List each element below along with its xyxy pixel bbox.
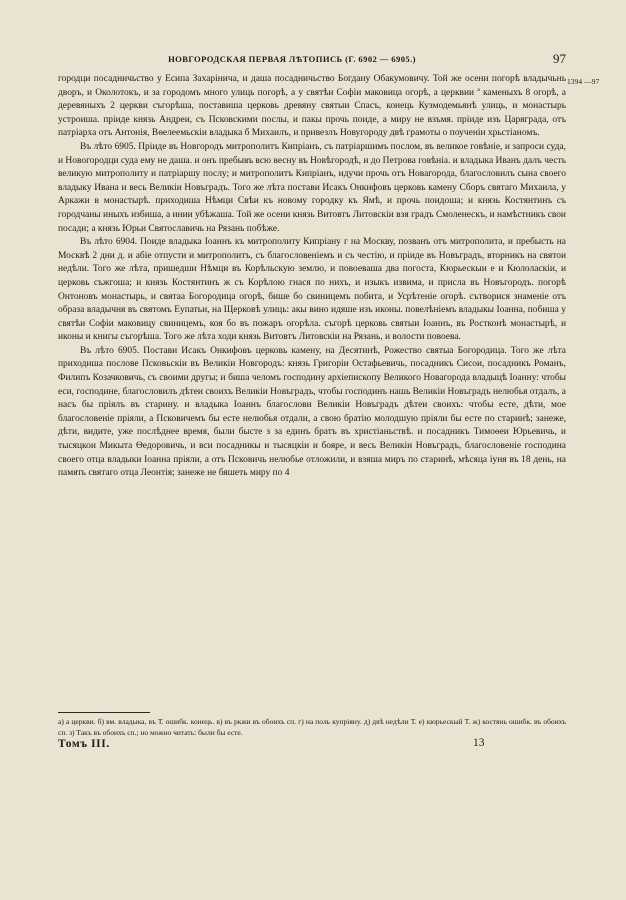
paragraph-6905-a: Въ лѣто 6905. Пріиде въ Новгородъ митрополитъ Кипріанъ, съ патріаршимъ послом, въ великое говѣніе, и запроси суда, и Новогородци суда ему не даша. и онъ пребывъ всю весну въ Новѣгородѣ, и до Петрова говѣніа. и владыка Иванъ далъ честь великую митрополиту и патріаршу послу; и митрополитъ Кипріанъ, идучи прочь отъ Новагорода, благословилъ сына своего владыку Ивана и весь Великіи Новъградъ. Того же лѣта постави Исакъ Онкифовъ церковь камену Сборъ святаго Михаила, у Аркажи в монастырѣ. приходиша Нѣмци Свѣи къ новому городку къ Ямѣ, и прочь поидоша; и князь Костянтинъ съ городчаны иныхъ избиша, а инии убѣжаша. Той же осени князь Витовтъ Литовскіи взя градъ Смоленескъ, и намѣстникъ свои посади; а князь Юрьи Святославичь на Рязань побѣже. xyxy=(58,141,566,234)
page-number: 97 xyxy=(553,51,566,66)
paragraph-6905-b: Въ лѣто 6905. Постави Исакъ Онкифовъ церковь камену, на Десятинѣ, Рожество святыа Богородица. Того же лѣта приходиша послове Псковьскіи въ Великіи Новгородъ: князь Григоріи Остафьевичь, посадникъ Сисои, посадникъ Романъ, Филипъ Козачковичь, съ своими другы; и биша челомъ господину архіепископу Великого Новагорода владыцѣ Іоанну: чтобы еси, господине, благословилъ дѣтеи своихъ Великіи Новъградъ, чтобы господинъ нашь Великіи Новъградъ нелюбья отдалъ, а насъ бы пріялъ въ старину. и владыка Іоаннъ благослови Великіи Новъградъ дѣтеи своихъ: чтобы есте, дѣти, мое благословеніе пріяли, а Псковичемъ бы есте нелюбья отдали, а свою братію молодшую пріяли бы есте по старинѣ; занеже, дѣти, видите, уже послѣднее время, были бысте з за единъ братъ въ христіаньствѣ. и посадникъ Тимоѳеи Юрьевичь, и тысяцкои Микыта Ѳедоровичь, и вси посадникы и тысяцкіи и бояре, и весь Великіи Новъградъ, благословеніе господина своего отца владыки Іоанна пріяли, а отъ Псковичь нелюбье отложили, и взяша миръ по старинѣ, мѣсяца іуня въ 18 день, на память святаго отца Леонтія; занеже не бяшеть миру по 4 xyxy=(58,345,566,479)
volume-label: Томъ III. xyxy=(58,738,110,750)
paragraph-1: городци посадничьство у Есипа Захарінича, и даша посадничьство Богдану Обакумовичу. Той же осени погорѣ владычьнь дворъ, и Околотокъ, и за городомъ много улиць погорѣ, а у святѣи Софіи маковица огорѣ, а церквии ª каменыхъ 8 огорѣ, а деревяныхъ 2 церкви съгорѣша, поставиша церковь древяну святыи Спасъ, конець Кузмодемьянѣ улиць, и монастырь устроиша. пріиде князь Андреи, съ Псковскими послы, и пакы прочь поиде, а миру не взъмя. пріиде изъ Царяграда, отъ патріарха отъ Антонія, Вѳелеемьскіи владыка б Михаилъ, и привезлъ Новугороду двѣ грамоты о поученіи хрьстіаномъ. xyxy=(58,74,566,139)
footnote-rule xyxy=(58,712,150,713)
chronicle-text xyxy=(58,73,566,481)
paragraph-6904: Въ лѣто 6904. Поиде владыка Іоаннъ къ митрополиту Кипріану г на Москву, позванъ отъ митрополита, и пребысть на Москвѣ 2 дни д. и абіе отпусти и митрополитъ, съ благословеніемъ и съ честію, и пріиде въ Новъградъ, вторникъ на святои недѣли. Того же лѣта, пришедши Нѣмци въ Корѣльскую землю, и повоеваша два погоста, Кюрьескыи е и Кюлоласкіи, и церковь съжгоша; и князь Костянтинъ ж съ Корѣлою гнася по нихъ, и изыкъ извима, и прислa въ Новъгородъ. погорѣ Онтоновъ монастырь, и святаа Богородица огорѣ, бише бо свиницемъ побита, и Усрѣтеніе огорѣ. сътворися знаменіе отъ образа владычня въ святомъ Еупатьи, на Щерковѣ улиць: акы вино идяше изъ иконы. повелѣніемъ владыкы Іоанна, побиша у святѣи Софіи маковицу свиницемъ, коя бо въ пожаръ огорѣла. съгорѣ церковь святыи Іоаннъ, въ Ростконѣ монастырѣ, и иконы и книгы съгорѣша. Того же лѣта ходи князь Витовтъ Литовскіи на Рязань, и волости повоева. xyxy=(58,237,566,343)
footnotes: а) а церкви. б) вм. владыка, въ Т. ошибк. конець. в) въ ркжи въ обоихъ сп. г) на поль купріяну. д) двѣ недѣли Т. е) кюрьескый Т. ж) костянь ошибк. въ обоихъ сп. з) Такъ въ обоихъ сп.; но можно читать: были бы есте. xyxy=(58,717,566,737)
margin-year-note: 1394 —97 xyxy=(567,77,600,86)
signature-mark: 13 xyxy=(473,737,485,749)
running-head: НОВГОРОДСКАЯ ПЕРВАЯ ЛѢТОПИСЬ (Г. 6902 — 6905.) xyxy=(168,54,416,64)
page-header xyxy=(0,51,626,69)
